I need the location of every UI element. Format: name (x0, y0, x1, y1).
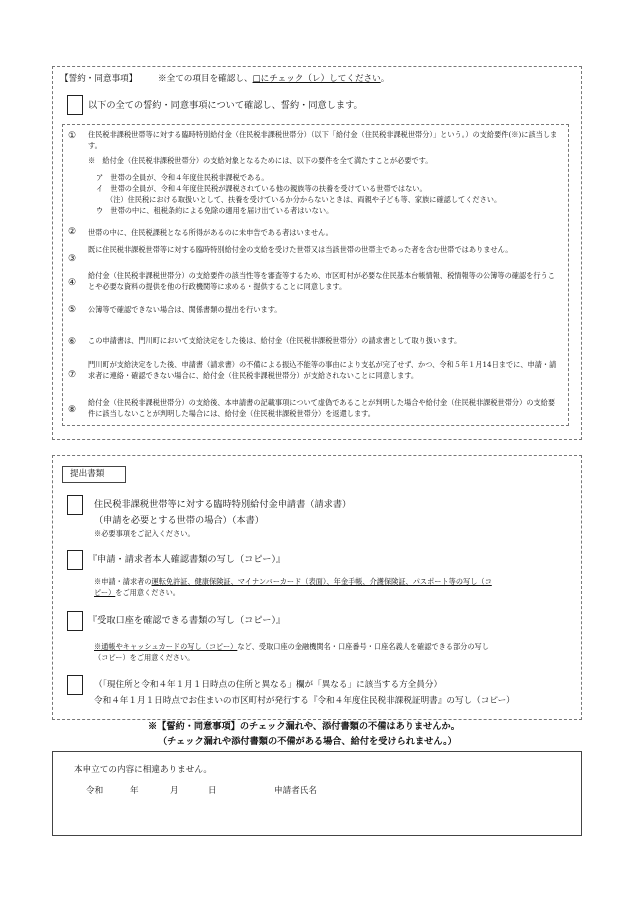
declaration-text: 本申立ての内容に相違ありません。 (74, 765, 213, 775)
pledge-instruction (158, 75, 389, 84)
doc3-note-rest: など、受取口座の金融機関名・口座番号・口座名義人を確認できる部分の写し (237, 642, 489, 651)
doc3-checkbox[interactable] (67, 611, 83, 631)
requirement-u: ウ 世帯の中に、租税条約による免除の適用を届け出ている者はいない。 (96, 206, 334, 215)
documents-heading: 提出書類 (70, 469, 105, 479)
item-text: 世帯の中に、住民税課税となる所得があるのに未申告である者はいません。 (88, 228, 333, 237)
doc1-note: ※必要事項をご記入ください。 (94, 529, 195, 538)
item-text: この申請書は、門川町において支給決定をした後は、給付金（住民税非課税世帯分）の請求書として取り扱います。 (88, 336, 462, 345)
agree-checkbox[interactable] (67, 95, 83, 115)
item-text: 給付金（住民税非課税世帯分）の支給要件の該当性等を審査等するため、市区町村が必要な住民基本台帳情報、税情報等の公簿等の確認を行うことや必要な資料の提供を他の行政機関等に求める・提供することに同意します。 (88, 271, 555, 291)
doc3-note-underlined: ※通帳やキャッシュカードの写し（コピー） (94, 642, 238, 651)
item-text: 公簿等で確認できない場合は、関係書類の提出を行います。 (88, 305, 282, 314)
agree-label: 以下の全ての誓約・同意事項について確認し、誓約・同意します。 (88, 100, 363, 111)
doc4-subtitle: 令和４年１月１日時点でお住まいの市区町村が発行する『令和４年度住民税非課税証明書』の写し（コピー） (94, 696, 515, 706)
date-year: 年 (130, 786, 139, 796)
item-number: ⑥ (68, 337, 76, 347)
doc3-title: 『受取口座を確認できる書類の写し（コピー）』 (88, 615, 286, 626)
doc3-note-line2: （コピー）をご用意ください。 (94, 653, 195, 662)
doc2-note-prefix: ※申請・請求者の (94, 577, 152, 586)
doc3-note (94, 643, 489, 650)
doc1-title: 住民税非課税世帯等に対する臨時特別給付金申請書（請求書） (94, 499, 352, 510)
doc2-note-suffix: をご用意ください。 (115, 588, 180, 597)
doc1-checkbox[interactable] (67, 495, 83, 515)
item-number: ⑤ (68, 305, 76, 315)
item-text: 住民税非課税世帯等に対する臨時特別給付金（住民税非課税世帯分）（以下「給付金（住民税非課税世帯分）」という。）の支給要件(※)に該当します。 (88, 130, 558, 150)
warning-line2: （チェック漏れや添付書類の不備がある場合、給付を受けられません。） (158, 736, 457, 747)
item-number: ④ (68, 278, 76, 288)
item-text: 給付金（住民税非課税世帯分）の支給後、本申請書の記載事項について虚偽であることが判明した場合や給付金（住民税非課税世帯分）の支給要件に該当しないことが判明した場合には、給付金（住民税非課税世帯分）を返還します。 (88, 398, 556, 418)
doc4-title: （「現住所と令和４年１月１日時点の住所と異なる」欄が「異なる」に該当する方全員分） (94, 680, 443, 690)
item-number: ② (68, 227, 76, 237)
date-day: 日 (208, 786, 217, 796)
doc2-note-line2 (94, 589, 180, 596)
doc4-checkbox[interactable] (67, 675, 83, 695)
item-number: ⑦ (68, 370, 76, 380)
doc2-title: 『申請・請求者本人確認書類の写し（コピー）』 (88, 554, 286, 565)
doc2-note-list: 運転免許証、健康保険証、マイナンバーカード（表面）、年金手帳、介護保険証、パスポート等の写し（コ (151, 577, 492, 586)
item-number: ⑧ (68, 405, 76, 415)
applicant-name-label: 申請者氏名 (274, 786, 317, 796)
date-era: 令和 (86, 786, 104, 796)
doc1-subtitle: （申請を必要とする世帯の場合）（本書） (94, 515, 264, 526)
date-month: 月 (170, 786, 179, 796)
requirement-a: ア 世帯の全員が、令和４年度住民税非課税である。 (96, 173, 269, 182)
requirement-i: イ 世帯の全員が、令和４年度住民税が課税されている他の親族等の扶養を受けている世帯ではない。 (96, 184, 427, 193)
requirement-i-note: （注）住民税における取扱いとして、扶養を受けているか分からないときは、両親や子ども等、家族に確認してください。 (106, 195, 502, 204)
instruction-prefix: ※全ての項目を確認し、 (158, 74, 253, 84)
warning-line1: ※【誓約・同意事項】のチェック漏れや、添付書類の不備はありませんか。 (148, 721, 460, 732)
doc2-note (94, 578, 492, 585)
item-number: ① (68, 131, 76, 141)
doc2-note-list2: ピー） (94, 588, 116, 597)
doc2-checkbox[interactable] (67, 550, 83, 570)
item-number: ③ (68, 254, 76, 264)
instruction-underlined: □にチェック（レ）してください (252, 74, 381, 84)
item-text: 門川町が支給決定をした後、申請書（請求書）の不備による振込不能等の事由により支払が完了せず、かつ、令和５年１月14日までに、申請・請求者に連絡・確認できない場合に、給付金（住民税非課税世帯分）が支給されないことに同意します。 (88, 360, 557, 380)
instruction-suffix: 。 (380, 74, 390, 84)
requirement-note: ※ 給付金（住民税非課税世帯分）の支給対象となるためには、以下の要件を全て満たすことが必要です。 (88, 156, 433, 165)
item-text: 既に住民税非課税世帯等に対する臨時特別給付金の支給を受けた世帯又は当該世帯の世帯主であった者を含む世帯ではありません。 (88, 245, 513, 254)
pledge-heading: 【誓約・同意事項】 (60, 74, 138, 84)
